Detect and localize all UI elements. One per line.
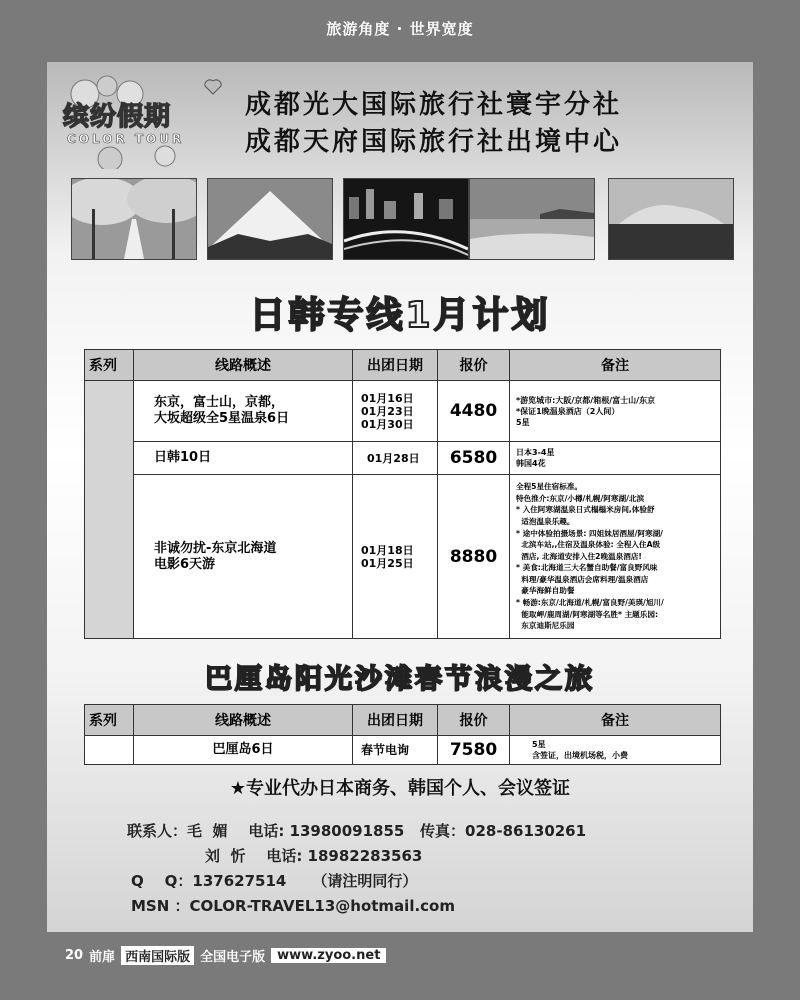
col-series: 系列 (85, 350, 134, 381)
visa-service: ★专业代办日本商务、韩国个人、会议签证 (229, 778, 571, 799)
note: *游览城市:大阪/京都/箱根/富士山/东京 *保证1晚温泉酒店（2人间） 5星 (510, 381, 721, 442)
price: 6580 (438, 442, 510, 475)
footer-edition: 全国电子版 (200, 949, 266, 965)
col-note: 备注 (510, 705, 721, 736)
col-date: 出团日期 (353, 350, 438, 381)
photo-island-sea (608, 178, 734, 260)
footer-section: 前扉 (89, 949, 116, 965)
agency-name-1: 成都光大国际旅行社寰宇分社 (245, 90, 623, 120)
contact-qq: Q Q：137627514 （请注明同行） (131, 872, 418, 890)
table-row (85, 381, 721, 442)
logo-en: COLOR TOUR (67, 132, 185, 146)
route-tokyo: 东京，富士山，京都， 大坂超级全5星温泉6日 (134, 381, 353, 442)
photo-coast-beach (469, 178, 595, 260)
photo-mount-fuji (207, 178, 333, 260)
col-price: 报价 (438, 705, 510, 736)
note: 日本3-4星 韩国4花 (510, 442, 721, 475)
logo-cn: 缤纷假期 (63, 102, 172, 132)
page-number: 20 (65, 947, 84, 963)
table-row (85, 736, 721, 765)
col-note: 备注 (510, 350, 721, 381)
dates: 01月28日 (353, 442, 438, 475)
col-price: 报价 (438, 350, 510, 381)
note: 全程5星住宿标准。 特色推介:东京/小樽/札幌/阿寒湖/北滨 * 入住阿寒湖温泉日式榻榻米房间,体验舒 适泡温泉乐趣。 * 途中体验拍摄场景: 四姐妹居酒屋/阿寒湖/ 北滨车站,,住宿及温泉体验: 全程入住A级 酒店, 北海道安排入住2晚温泉酒店! * 美食:北海道三大名蟹自助餐/富良野风味 料理/豪华温泉酒店会席料理/温泉酒店 豪华海鲜自助餐 * 畅游:东京/北海道/札幌/富良野/美瑛/旭川/ 能取岬/鹿周湖/阿寒湖等名胜* 主题乐园: 东京迪斯尼乐园 (510, 475, 721, 639)
contact-msn: MSN ：COLOR-TRAVEL13@hotmail.com (131, 897, 455, 915)
bali-table (84, 704, 721, 765)
note: 5星 含签证，出境机场税，小费 (510, 736, 721, 765)
price: 8880 (438, 475, 510, 639)
table-row (85, 442, 721, 475)
route-hokkaido: 非诚勿扰-东京北海道 电影6天游 (134, 475, 353, 639)
col-route: 线路概述 (134, 705, 353, 736)
table-row (85, 475, 721, 639)
agency-name-2: 成都天府国际旅行社出境中心 (245, 127, 623, 157)
header-tagline: 旅游角度 · 世界宽度 (326, 20, 474, 38)
route-bali: 巴厘岛6日 (134, 736, 353, 765)
photo-city-night (343, 178, 469, 260)
contact-line-2: 刘 忻 电话: 18982283563 (205, 847, 423, 865)
price: 4480 (438, 381, 510, 442)
col-route: 线路概述 (134, 350, 353, 381)
footer-brand: 西南国际版 (121, 946, 194, 965)
footer (65, 944, 386, 966)
col-date: 出团日期 (353, 705, 438, 736)
dates: 01月18日 01月25日 (353, 475, 438, 639)
section1-title: 日韩专线1月计划 (249, 295, 551, 336)
contact-line-1: 联系人：毛 媚 电话: 13980091855 传真：028-86130261 (127, 822, 587, 840)
price: 7580 (438, 736, 510, 765)
route-japan-korea: 日韩10日 (134, 442, 353, 475)
section2-title: 巴厘岛阳光沙滩春节浪漫之旅 (205, 664, 595, 695)
dates: 01月16日 01月23日 01月30日 (353, 381, 438, 442)
dates: 春节电询 (353, 736, 438, 765)
col-series: 系列 (85, 705, 134, 736)
photo-cherry-blossom-path (71, 178, 197, 260)
ad-card (47, 62, 753, 932)
color-tour-logo (55, 74, 227, 169)
footer-site[interactable]: www.zyoo.net (271, 948, 386, 963)
japan-korea-table (84, 349, 721, 639)
